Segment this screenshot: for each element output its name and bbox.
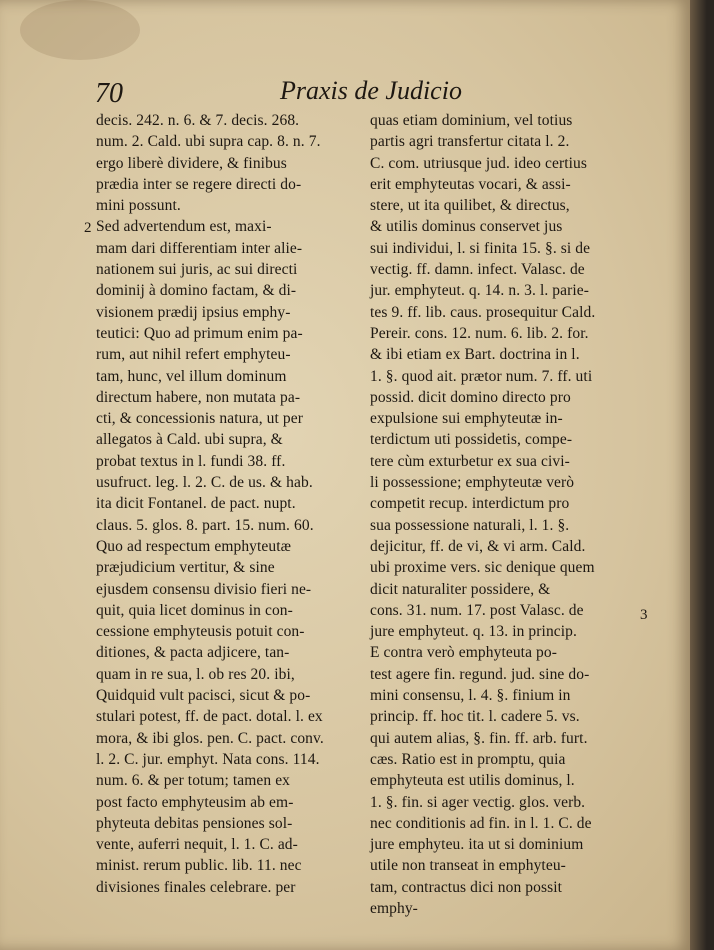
text-line: competit recup. interdictum pro xyxy=(370,495,570,513)
text-line: ditiones, & pacta adjicere, tan- xyxy=(96,644,290,662)
text-line: cons. 31. num. 17. post Valasc. de xyxy=(370,601,584,619)
text-line: tam, hunc, vel illum dominum xyxy=(96,367,287,385)
text-line: stulari potest, ff. de pact. dotal. l. ex xyxy=(96,708,323,726)
text-line: Quo ad respectum emphyteutæ xyxy=(96,537,292,555)
text-line: quas etiam dominium, vel totius xyxy=(370,112,573,129)
running-title: Praxis de Judicio xyxy=(280,76,462,105)
text-line: & ibi etiam ex Bart. doctrina in l. xyxy=(370,346,580,364)
left-column xyxy=(96,110,360,898)
text-line: minist. rerum public. lib. 11. nec xyxy=(96,857,302,875)
text-line: sui individui, l. si finita 15. §. si de xyxy=(370,239,591,257)
page-stain xyxy=(20,0,140,60)
text-line: decis. 242. n. 6. & 7. decis. 268. xyxy=(96,112,300,129)
text-line: 1. §. fin. si ager vectig. glos. verb. xyxy=(370,793,586,811)
text-line: nec conditionis ad fin. in l. 1. C. de xyxy=(370,814,592,832)
text-line: cæs. Ratio est in promptu, quia xyxy=(370,750,566,768)
text-line: mam dari differentiam inter alie- xyxy=(96,239,303,257)
text-line: erit emphyteutas vocari, & assi- xyxy=(370,175,571,193)
text-line: emphy- xyxy=(370,899,418,917)
margin-number-right: 3 xyxy=(640,607,648,623)
text-line: nationem sui juris, ac sui directi xyxy=(96,261,298,279)
text-line: Sed advertendum est, maxi- xyxy=(96,218,272,236)
text-line: Quidquid vult pacisci, sicut & po- xyxy=(96,687,311,705)
text-line: directum habere, non mutata pa- xyxy=(96,388,301,406)
text-line: l. 2. C. jur. emphyt. Nata cons. 114. xyxy=(96,750,320,768)
text-line: mini consensu, l. 4. §. finium in xyxy=(370,687,571,705)
text-line: tam, contractus dici non possit xyxy=(370,878,563,896)
text-line: & utilis dominus conservet jus xyxy=(370,218,563,236)
text-line: post facto emphyteusim ab em- xyxy=(96,793,294,811)
text-line: jur. emphyteut. q. 14. n. 3. l. parie- xyxy=(370,282,590,300)
text-line: vente, auferri nequit, l. 1. C. ad- xyxy=(96,836,298,854)
text-line: quit, quia licet dominus in con- xyxy=(96,601,293,619)
margin-number-left: 2 xyxy=(84,220,92,236)
text-line: C. com. utriusque jud. ideo certius xyxy=(370,154,588,172)
text-line: quam in re sua, l. ob res 20. ibi, xyxy=(96,665,295,683)
text-line: 1. §. quod ait. prætor num. 7. ff. uti xyxy=(370,367,593,385)
text-line: emphyteuta est utilis dominus, l. xyxy=(370,772,575,790)
text-line: probat textus in l. fundi 38. ff. xyxy=(96,452,286,470)
text-line: divisiones finales celebrare. per xyxy=(96,878,296,896)
text-line: allegatos à Cald. ubi supra, & xyxy=(96,431,283,449)
text-line: utile non transeat in emphyteu- xyxy=(370,857,566,875)
text-line: dominij à domino factam, & di- xyxy=(96,282,297,300)
text-line: teutici: Quo ad primum enim pa- xyxy=(96,324,303,342)
text-line: partis agri transfertur citata l. 2. xyxy=(370,133,570,151)
text-line: mora, & ibi glos. pen. C. pact. conv. xyxy=(96,729,324,747)
text-line: mini possunt. xyxy=(96,197,181,215)
text-line: visionem prædij ipsius emphy- xyxy=(96,303,291,321)
page-edge-shadow xyxy=(690,0,714,950)
text-line: stere, ut ita quilibet, & directus, xyxy=(370,197,570,215)
text-line: li possessione; emphyteutæ verò xyxy=(370,474,575,492)
text-line: ubi proxime vers. sic denique quem xyxy=(370,559,595,577)
text-line: Pereir. cons. 12. num. 6. lib. 2. for. xyxy=(370,324,589,342)
page-number: 70 xyxy=(95,78,123,109)
text-line: tes 9. ff. lib. caus. prosequitur Cald. xyxy=(370,303,596,321)
text-line: præjudicium vertitur, & sine xyxy=(96,559,275,577)
right-column xyxy=(370,110,638,919)
text-line: ejusdem consensu divisio fieri ne- xyxy=(96,580,312,598)
text-line: possid. dicit domino directo pro xyxy=(370,388,571,406)
text-line: princip. ff. hoc tit. l. cadere 5. vs. xyxy=(370,708,580,726)
text-line: jure emphyteu. ita ut si dominium xyxy=(370,836,584,854)
text-line: rum, aut nihil refert emphyteu- xyxy=(96,346,291,364)
text-line: test agere fin. regund. jud. sine do- xyxy=(370,665,590,683)
text-line: E contra verò emphyteuta po- xyxy=(370,644,558,662)
text-line: expulsione sui emphyteutæ in- xyxy=(370,410,563,428)
text-line: terdictum uti possidetis, compe- xyxy=(370,431,573,449)
text-line: dejicitur, ff. de vi, & vi arm. Cald. xyxy=(370,537,586,555)
text-line: cti, & concessionis natura, ut per xyxy=(96,410,303,428)
text-line: jure emphyteut. q. 13. in princip. xyxy=(370,623,578,641)
text-line: cessione emphyteusis potuit con- xyxy=(96,623,305,641)
text-line: num. 6. & per totum; tamen ex xyxy=(96,772,291,790)
text-line: claus. 5. glos. 8. part. 15. num. 60. xyxy=(96,516,314,534)
text-line: vectig. ff. damn. infect. Valasc. de xyxy=(370,261,585,279)
text-line: sua possessione naturali, l. 1. §. xyxy=(370,516,570,534)
text-line: num. 2. Cald. ubi supra cap. 8. n. 7. xyxy=(96,133,321,151)
text-line: prædia inter se regere directi do- xyxy=(96,175,302,193)
text-line: qui autem alias, §. fin. ff. arb. furt. xyxy=(370,729,588,747)
page-header xyxy=(95,76,655,112)
text-line: usufruct. leg. l. 2. C. de us. & hab. xyxy=(96,474,313,492)
text-line: phyteuta debitas pensiones sol- xyxy=(96,814,293,832)
text-line: tere cùm exturbetur ex sua civi- xyxy=(370,452,570,470)
text-line: dicit naturaliter possidere, & xyxy=(370,580,551,598)
text-line: ita dicit Fontanel. de pact. nupt. xyxy=(96,495,296,513)
text-line: ergo liberè dividere, & finibus xyxy=(96,154,287,172)
